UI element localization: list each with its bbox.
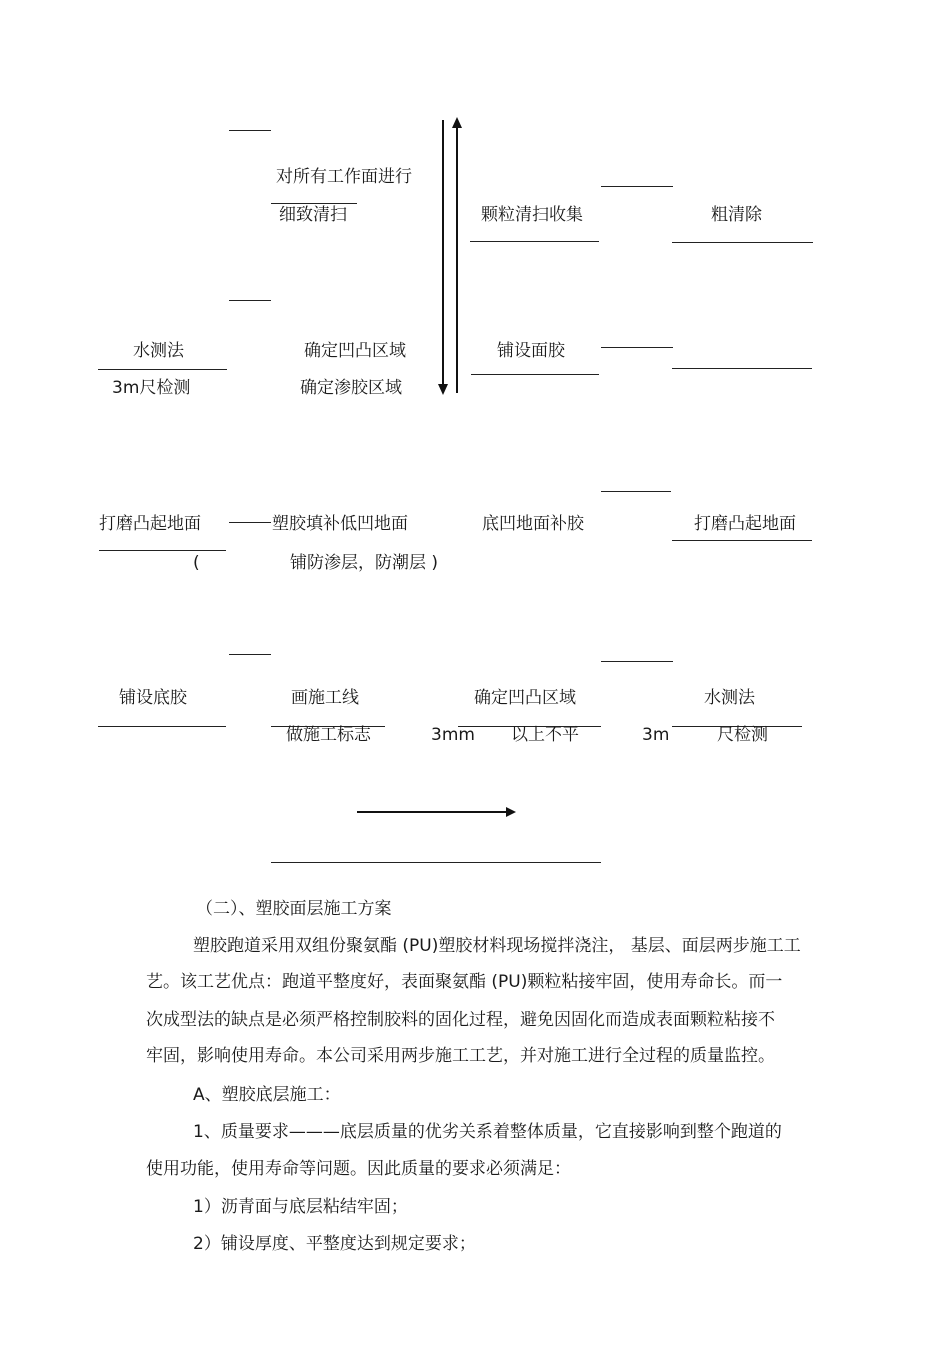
- underline: [672, 242, 813, 243]
- divider-line: [98, 369, 227, 370]
- divider-line: [99, 550, 226, 551]
- paragraph-line: 次成型法的缺点是必须严格控制胶料的固化过程，避免因固化而造成表面颗粒粘接不: [146, 1010, 775, 1030]
- flow-step-3m: 3m: [642, 725, 670, 745]
- flow-step-grind-raised-2: 打磨凸起地面: [694, 514, 796, 534]
- underline: [470, 241, 599, 242]
- right-arrow-icon: [356, 805, 520, 819]
- paragraph-line: 牢固，影响使用寿命。本公司采用两步施工工艺，并对施工进行全过程的质量监控。: [146, 1046, 775, 1066]
- connector-line: [229, 130, 271, 131]
- flow-step-moisture-layer: 铺防渗层，防潮层 ): [290, 553, 439, 573]
- paragraph-line: 1、质量要求———底层质量的优劣关系着整体质量，它直接影响到整个跑道的: [193, 1122, 782, 1142]
- paragraph-line: 使用功能，使用寿命等问题。因此质量的要求必须满足：: [146, 1159, 571, 1179]
- list-item: 2）铺设厚度、平整度达到规定要求；: [193, 1234, 476, 1254]
- section-heading: （二）、塑胶面层施工方案: [196, 899, 392, 919]
- bottom-line: [271, 862, 601, 863]
- connector-line: [229, 654, 271, 655]
- underline: [471, 374, 599, 375]
- paragraph-line: 艺。该工艺优点：跑道平整度好，表面聚氨酯 (PU)颗粒粘接牢固，使用寿命长。而一: [146, 972, 783, 992]
- flow-step-determine-uneven: 确定凹凸区域: [304, 341, 406, 361]
- paragraph-line: 塑胶跑道采用双组份聚氨酯 (PU)塑胶材料现场搅拌浇注， 基层、面层两步施工工: [193, 936, 801, 956]
- divider-line: [271, 203, 357, 204]
- underline: [672, 540, 812, 541]
- flow-step-clean-text: 对所有工作面进行: [276, 167, 412, 187]
- flow-step-grind-raised: 打磨凸起地面: [99, 514, 201, 534]
- flow-step-rough-clean: 粗清除: [711, 205, 762, 225]
- flow-step-water-test-2: 水测法: [704, 688, 755, 708]
- connector-line: [229, 300, 271, 301]
- flow-step-bottom-fill: 底凹地面补胶: [482, 514, 584, 534]
- flow-step-lay-base-glue: 铺设底胶: [119, 688, 187, 708]
- flow-step-granule-collect: 颗粒清扫收集: [481, 205, 583, 225]
- flow-step-above-uneven: 以上不平: [511, 725, 579, 745]
- flow-step-determine-uneven-2: 确定凹凸区域: [474, 688, 576, 708]
- flow-step-3mm: 3mm: [431, 725, 475, 745]
- connector-line: [601, 186, 673, 187]
- flow-step-lay-surface-glue: 铺设面胶: [497, 341, 565, 361]
- connector-line: [601, 661, 673, 662]
- connector-line: [601, 491, 671, 492]
- flow-step-determine-seepage: 确定渗胶区域: [300, 378, 402, 398]
- underline: [98, 726, 226, 727]
- flow-step-construction-sign: 做施工标志: [286, 725, 371, 745]
- flow-step-fill-low: 塑胶填补低凹地面: [272, 514, 408, 534]
- flow-step-draw-lines: 画施工线: [291, 688, 359, 708]
- up-arrow-icon: [450, 115, 464, 397]
- list-item: 1）沥青面与底层粘结牢固；: [193, 1197, 408, 1217]
- connector-line: [601, 347, 673, 348]
- flow-step-3m-ruler: 3m尺检测: [112, 378, 191, 398]
- subsection-heading: A、塑胶底层施工：: [193, 1085, 341, 1105]
- underline: [672, 368, 812, 369]
- flow-step-clean-text-2: 细致清扫: [279, 205, 347, 225]
- connector-line: [229, 522, 271, 523]
- flow-step-water-test: 水测法: [133, 341, 184, 361]
- flow-paren-open: (: [193, 553, 200, 573]
- down-arrow-icon: [436, 118, 450, 398]
- flow-step-ruler-test: 尺检测: [717, 725, 768, 745]
